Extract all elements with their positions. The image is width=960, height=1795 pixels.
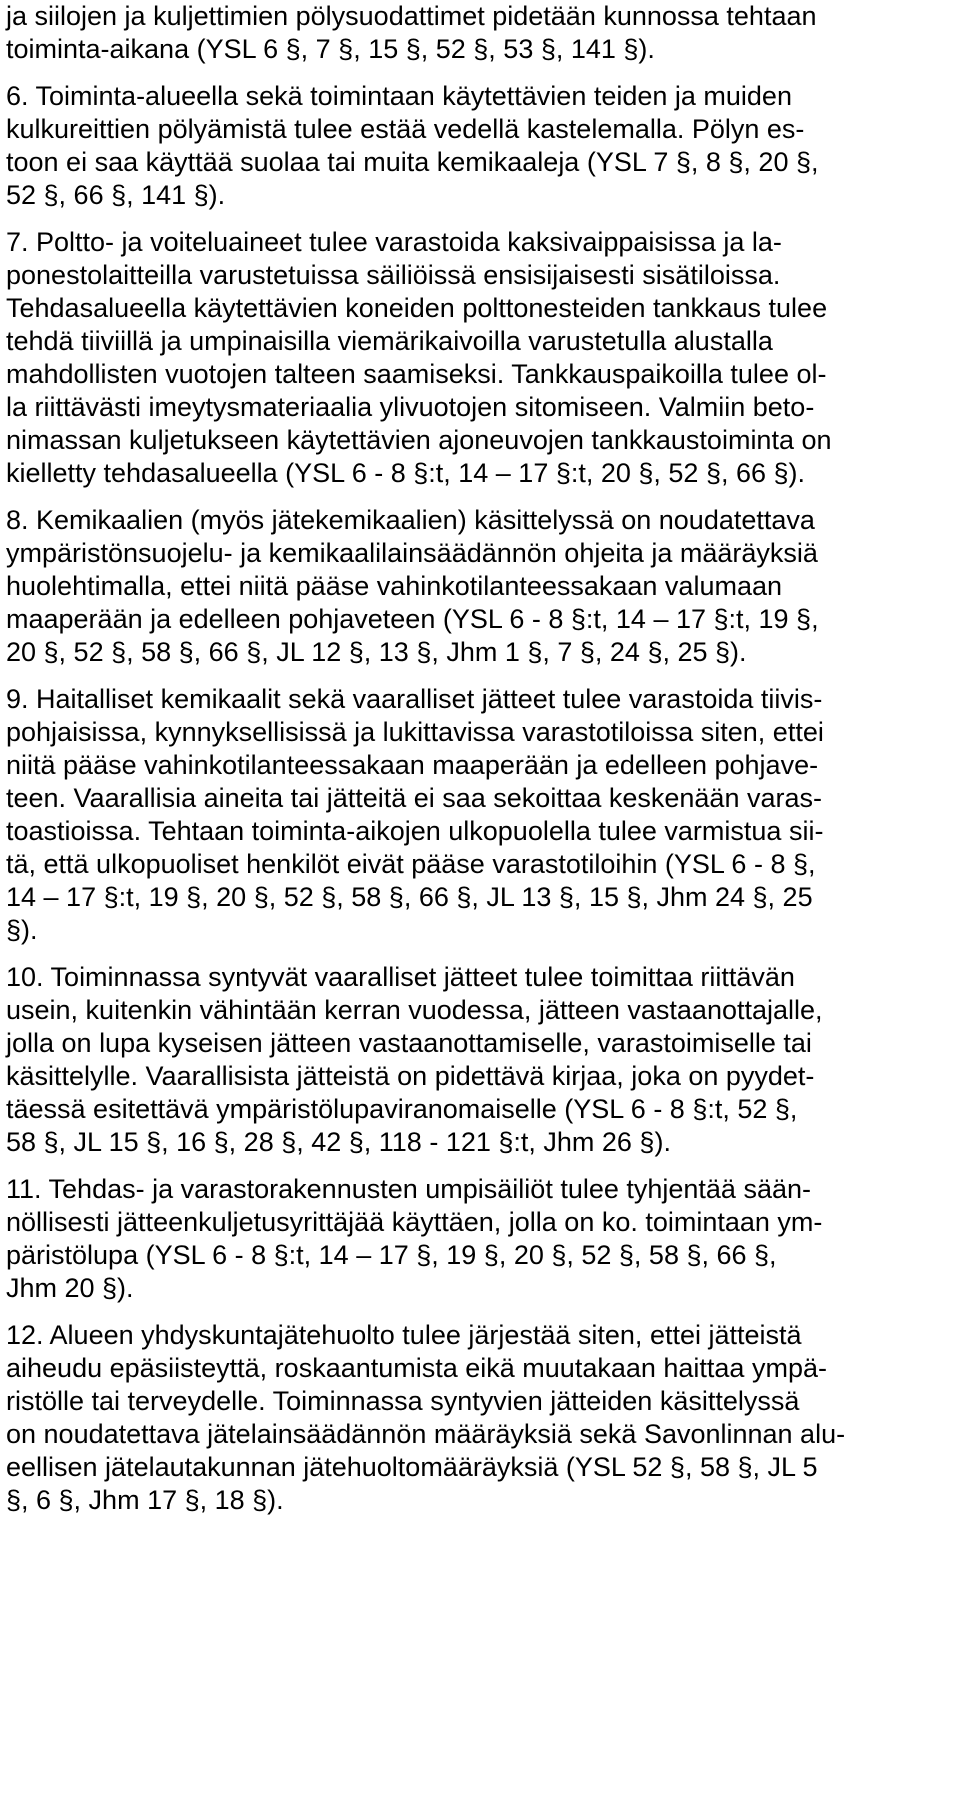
text-line: usein, kuitenkin vähintään kerran vuodessa, jätteen vastaanottajalle, bbox=[6, 995, 823, 1025]
text-line: toiminta-aikana (YSL 6 §, 7 §, 15 §, 52 §, 53 §, 141 §). bbox=[6, 34, 655, 64]
text-line: ponestolaitteilla varustetuissa säiliöissä ensisijaisesti sisätiloissa. bbox=[6, 260, 781, 290]
text-line: 7. Poltto- ja voiteluaineet tulee varastoida kaksivaippaisissa ja la- bbox=[6, 227, 782, 257]
text-line: on noudatettava jätelainsäädännön määräyksiä sekä Savonlinnan alu- bbox=[6, 1419, 846, 1449]
paragraph-7 bbox=[6, 226, 956, 490]
text-line: kielletty tehdasalueella (YSL 6 - 8 §:t, 14 – 17 §:t, 20 §, 52 §, 66 §). bbox=[6, 458, 806, 488]
text-line: huolehtimalla, ettei niitä pääse vahinkotilanteessakaan valumaan bbox=[6, 571, 782, 601]
text-line: 11. Tehdas- ja varastorakennusten umpisäiliöt tulee tyhjentää sään- bbox=[6, 1174, 811, 1204]
text-line: 14 – 17 §:t, 19 §, 20 §, 52 §, 58 §, 66 §, JL 13 §, 15 §, Jhm 24 §, 25 bbox=[6, 882, 813, 912]
text-line: 20 §, 52 §, 58 §, 66 §, JL 12 §, 13 §, Jhm 1 §, 7 §, 24 §, 25 §). bbox=[6, 637, 747, 667]
text-line: nimassan kuljetukseen käytettävien ajoneuvojen tankkaustoiminta on bbox=[6, 425, 832, 455]
text-line: tehdä tiiviillä ja umpinaisilla viemärikaivoilla varustetulla alustalla bbox=[6, 326, 773, 356]
text-line: la riittävästi imeytysmateriaalia ylivuotojen sitomiseen. Valmiin beto- bbox=[6, 392, 815, 422]
text-line: nöllisesti jätteenkuljetusyrittäjää käyttäen, jolla on ko. toimintaan ym- bbox=[6, 1207, 823, 1237]
text-line: kulkureittien pölyämistä tulee estää vedellä kastelemalla. Pölyn es- bbox=[6, 114, 805, 144]
text-line: §, 6 §, Jhm 17 §, 18 §). bbox=[6, 1485, 284, 1515]
text-line: ympäristönsuojelu- ja kemikaalilainsäädännön ohjeita ja määräyksiä bbox=[6, 538, 818, 568]
paragraph-11 bbox=[6, 1173, 956, 1305]
text-line: 10. Toiminnassa syntyvät vaaralliset jätteet tulee toimittaa riittävän bbox=[6, 962, 795, 992]
text-line: teen. Vaarallisia aineita tai jätteitä ei saa sekoittaa keskenään varas- bbox=[6, 783, 822, 813]
text-line: tä, että ulkopuoliset henkilöt eivät pääse varastotiloihin (YSL 6 - 8 §, bbox=[6, 849, 816, 879]
text-line: käsittelylle. Vaarallisista jätteistä on pidettävä kirjaa, joka on pyydet- bbox=[6, 1061, 815, 1091]
text-line: 8. Kemikaalien (myös jätekemikaalien) käsittelyssä on noudatettava bbox=[6, 505, 815, 535]
text-line: aiheudu epäsiisteyttä, roskaantumista eikä muutakaan haittaa ympä- bbox=[6, 1353, 827, 1383]
text-line: niitä pääse vahinkotilanteessakaan maaperään ja edelleen pohjave- bbox=[6, 750, 819, 780]
text-line: Jhm 20 §). bbox=[6, 1273, 134, 1303]
text-line: eellisen jätelautakunnan jätehuoltomääräyksiä (YSL 52 §, 58 §, JL 5 bbox=[6, 1452, 818, 1482]
text-line: §). bbox=[6, 915, 38, 945]
text-line: ja siilojen ja kuljettimien pölysuodattimet pidetään kunnossa tehtaan bbox=[6, 1, 817, 31]
text-line: 6. Toiminta-alueella sekä toimintaan käytettävien teiden ja muiden bbox=[6, 81, 792, 111]
text-line: 52 §, 66 §, 141 §). bbox=[6, 180, 226, 210]
paragraph-12 bbox=[6, 1319, 956, 1517]
text-line: mahdollisten vuotojen talteen saamiseksi. Tankkauspaikoilla tulee ol- bbox=[6, 359, 827, 389]
paragraph-9 bbox=[6, 683, 956, 947]
text-line: ristölle tai terveydelle. Toiminnassa syntyvien jätteiden käsittelyssä bbox=[6, 1386, 800, 1416]
text-line: toon ei saa käyttää suolaa tai muita kemikaaleja (YSL 7 §, 8 §, 20 §, bbox=[6, 147, 819, 177]
text-line: toastioissa. Tehtaan toiminta-aikojen ulkopuolella tulee varmistua sii- bbox=[6, 816, 824, 846]
text-line: 9. Haitalliset kemikaalit sekä vaaralliset jätteet tulee varastoida tiivis- bbox=[6, 684, 823, 714]
text-line: jolla on lupa kyseisen jätteen vastaanottamiselle, varastoimiselle tai bbox=[6, 1028, 812, 1058]
text-line: täessä esitettävä ympäristölupaviranomaiselle (YSL 6 - 8 §:t, 52 §, bbox=[6, 1094, 798, 1124]
paragraph-8 bbox=[6, 504, 956, 669]
text-line: 58 §, JL 15 §, 16 §, 28 §, 42 §, 118 - 121 §:t, Jhm 26 §). bbox=[6, 1127, 671, 1157]
paragraph-10 bbox=[6, 961, 956, 1159]
document-page bbox=[6, 0, 956, 1531]
text-line: 12. Alueen yhdyskuntajätehuolto tulee järjestää siten, ettei jätteistä bbox=[6, 1320, 802, 1350]
text-line: Tehdasalueella käytettävien koneiden polttonesteiden tankkaus tulee bbox=[6, 293, 828, 323]
text-line: päristölupa (YSL 6 - 8 §:t, 14 – 17 §, 19 §, 20 §, 52 §, 58 §, 66 §, bbox=[6, 1240, 777, 1270]
paragraph-6 bbox=[6, 80, 956, 212]
text-line: maaperään ja edelleen pohjaveteen (YSL 6 - 8 §:t, 14 – 17 §:t, 19 §, bbox=[6, 604, 819, 634]
paragraph-5-continuation bbox=[6, 0, 956, 66]
text-line: pohjaisissa, kynnyksellisissä ja lukittavissa varastotiloissa siten, ettei bbox=[6, 717, 824, 747]
